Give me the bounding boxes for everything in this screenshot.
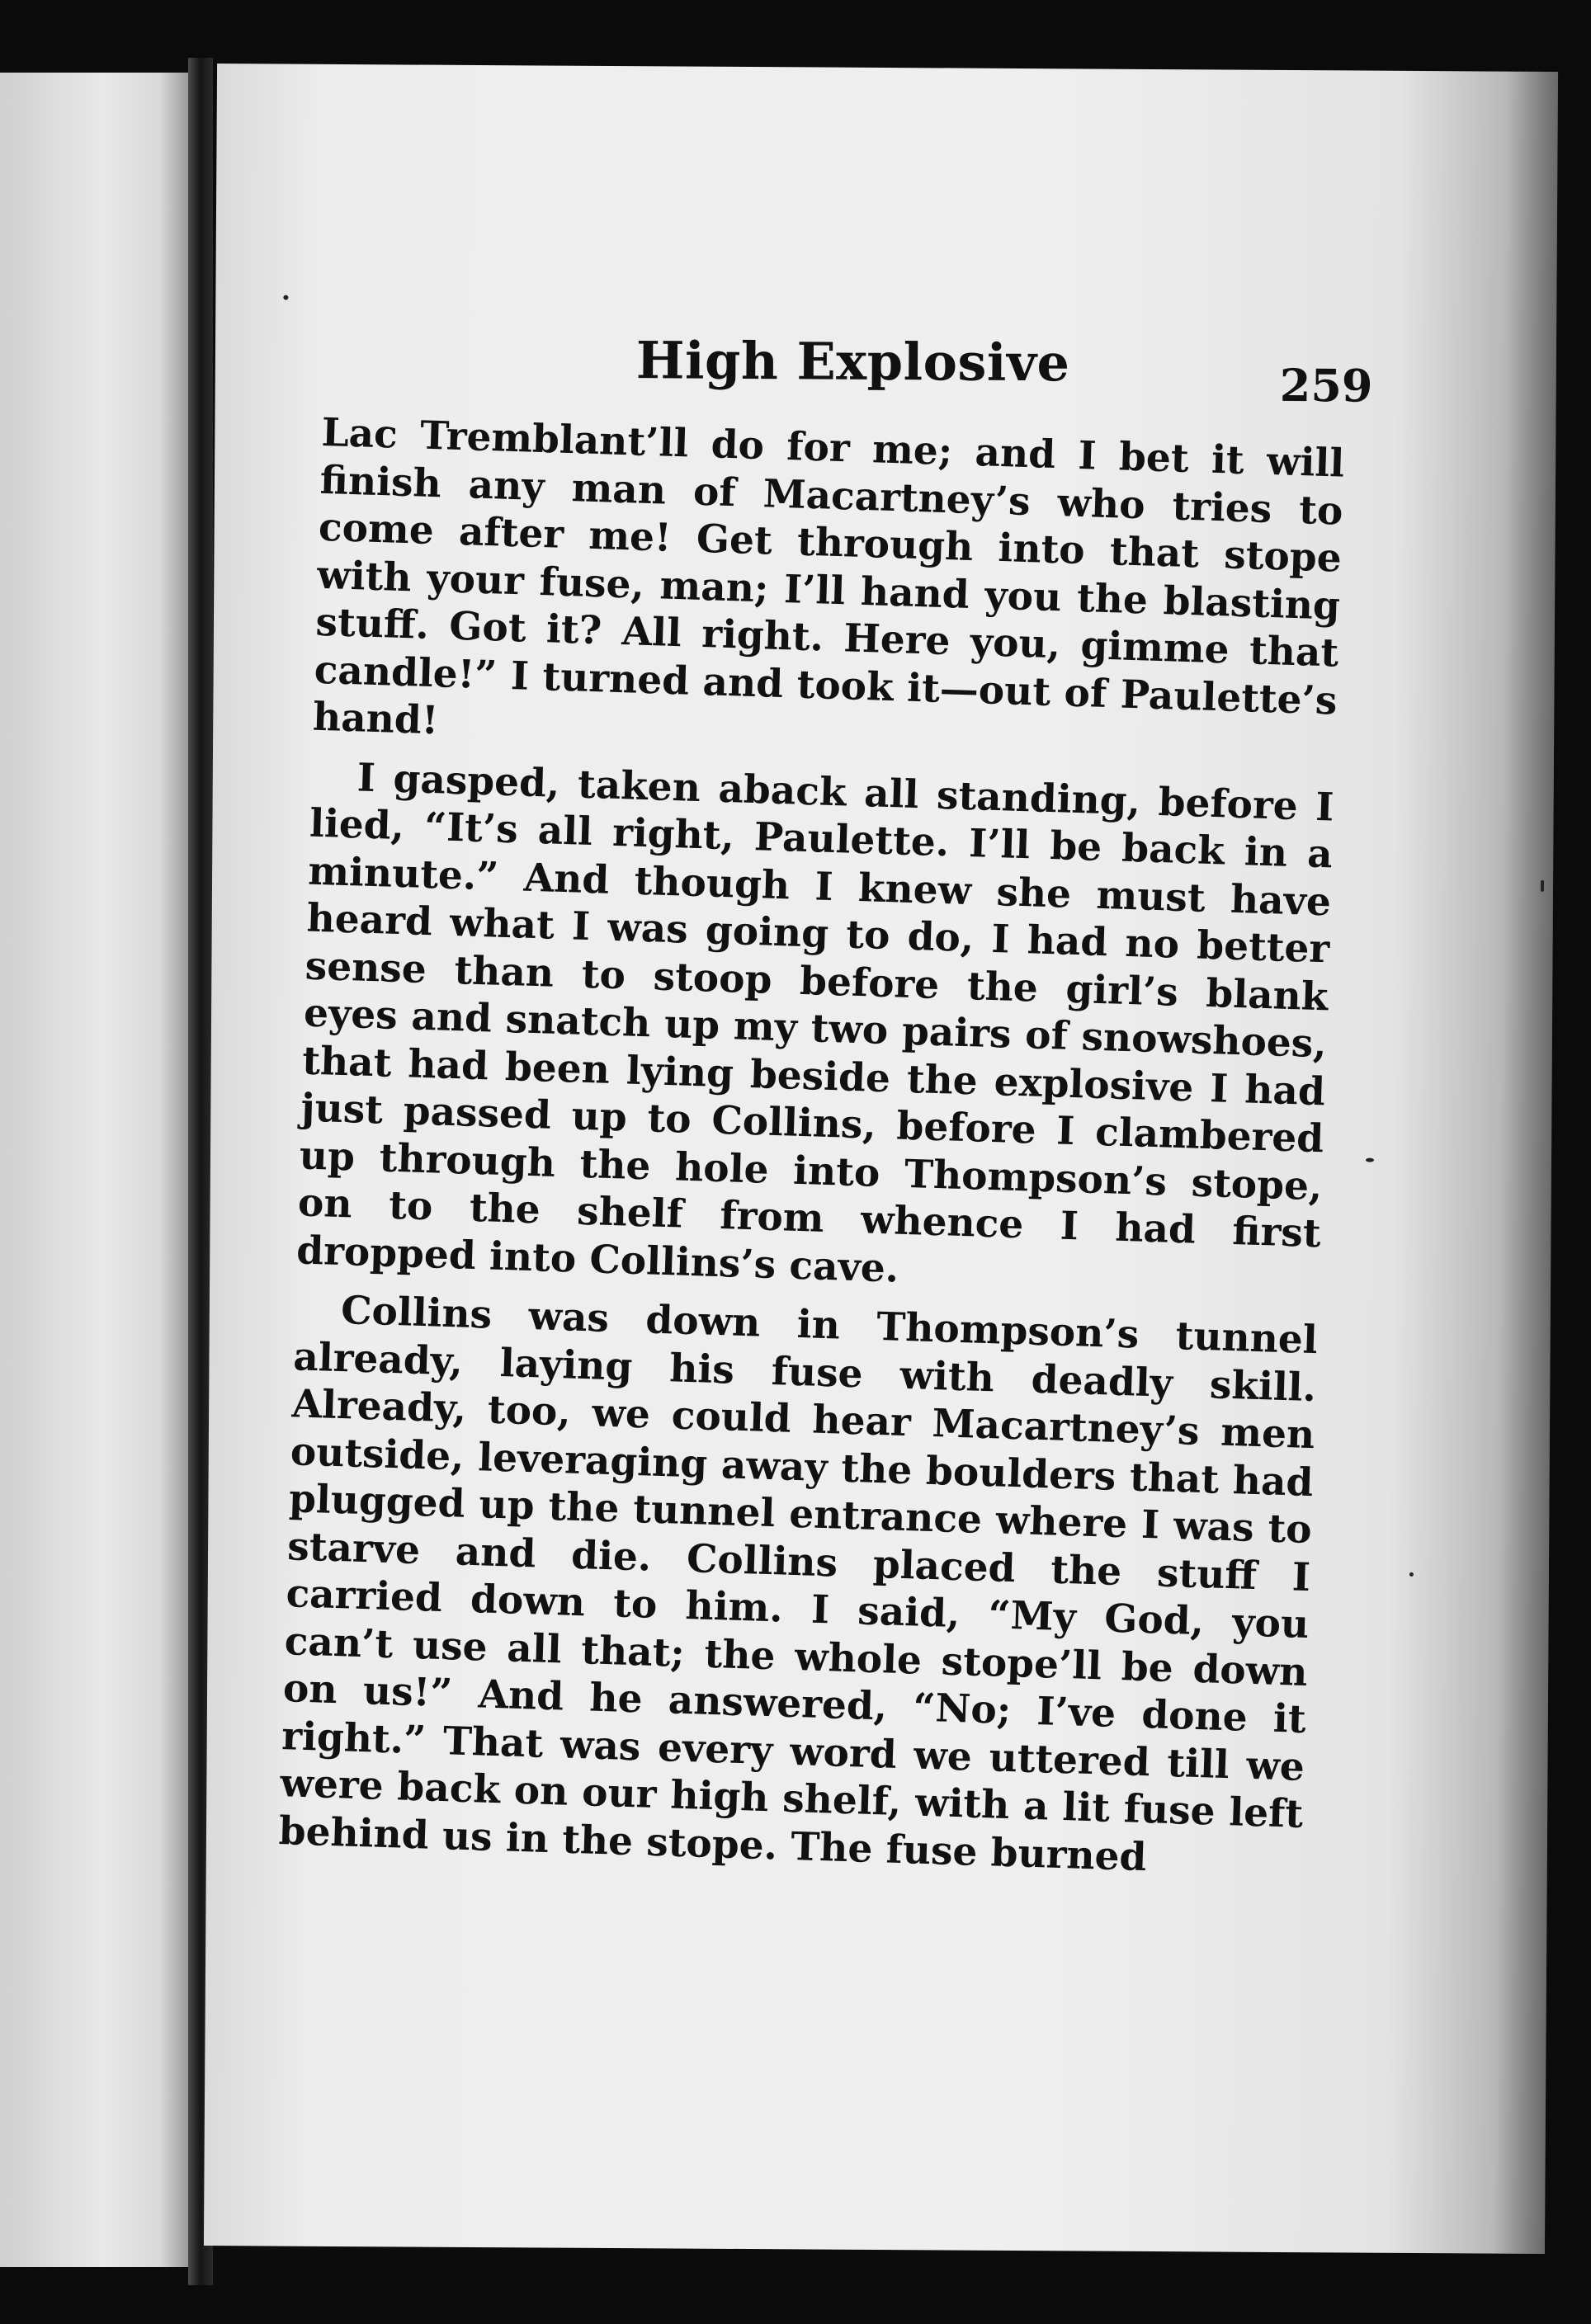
page-edge-shadow	[1495, 72, 1558, 2254]
paragraph: I gasped, taken aback all standing, before I lied, “It’s all right, Paulette. I’ll be back in a minute.” And though I knew she must have heard what I was going to do, I had no better sense than to stoop before the girl’s blank eyes and snatch up my two pairs of snowshoes, that had been lying beside the explosive I had just passed up to Collins, before I clambered up through the hole into Thompson’s stope, on to the shelf from whence I had first dropped into Collins’s cave.	[295, 754, 1335, 1292]
print-speck	[1409, 1572, 1414, 1577]
print-speck	[283, 295, 288, 300]
running-head: High Explosive	[635, 330, 1070, 394]
book-page	[204, 64, 1558, 2254]
print-speck	[1366, 1158, 1374, 1162]
page-header	[215, 262, 1557, 412]
paragraph: Collins was down in Thompson’s tunnel already, laying his fuse with deadly skill. Already, too, we could hear Macartney’s men outside, leveraging away the boulders that had plugged up the tunnel entrance where I was to starve and die. Collins placed the stuff I carried down to him. I said, “My God, you can’t use all that; the whole stope’ll be down on us!” And he answered, “No; I’ve done it right.” That was every word we uttered till we were back on our high shelf, with a lit fuse left behind us in the stope. The fuse burned	[278, 1288, 1319, 1880]
paragraph: Lac Tremblant’ll do for me; and I bet it will finish any man of Macartney’s who tries to come after me! Get through into that stope with your fuse, man; I’ll hand you the blasting stuff. Got it? All right. Here you, gimme that candle!” I turned and took it—out of Paulette’s hand!	[312, 409, 1345, 744]
body-text	[278, 409, 1345, 1886]
facing-page-edge	[0, 73, 188, 2267]
print-speck	[1541, 880, 1544, 892]
page-number: 259	[1279, 358, 1373, 412]
